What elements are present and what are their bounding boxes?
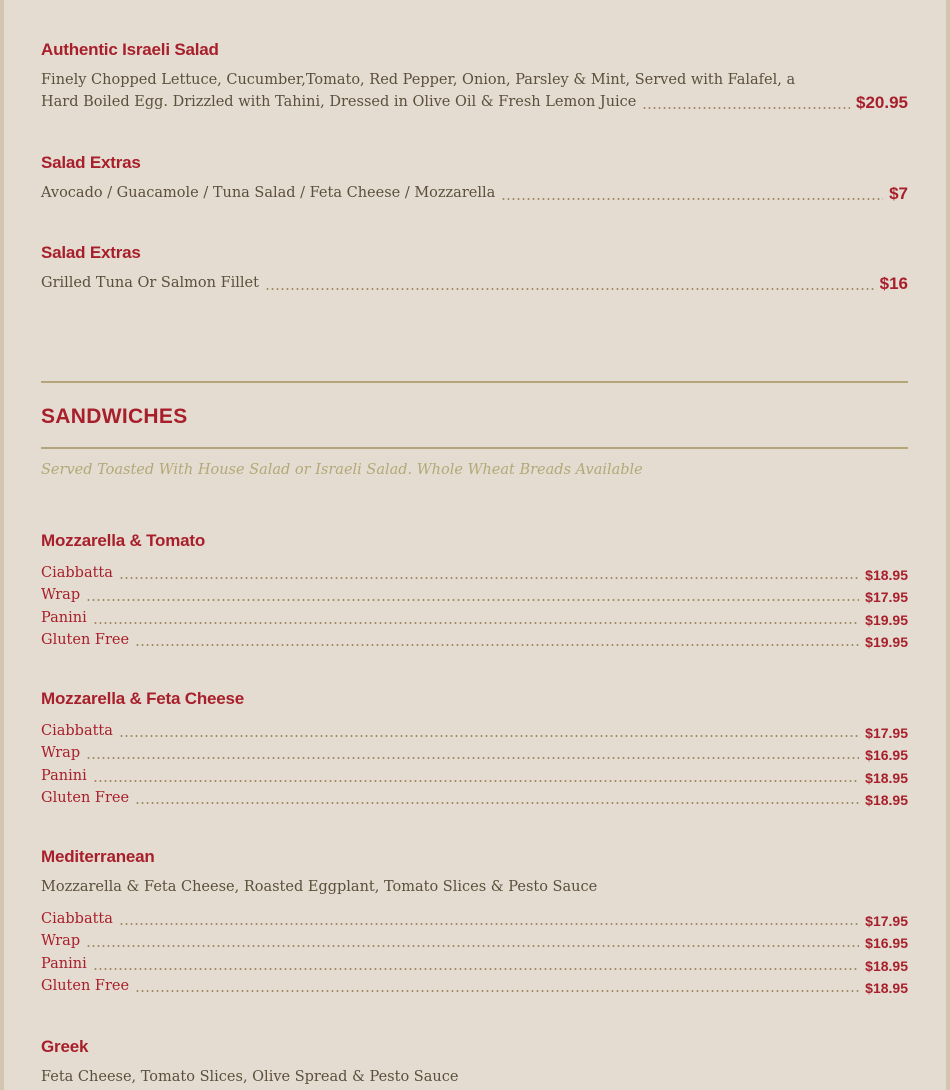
dot-leader (642, 107, 850, 109)
dot-leader (119, 923, 859, 925)
item-title: Mozzarella & Tomato (41, 531, 206, 550)
variant-row (41, 741, 908, 764)
item-title: Salad Extras (41, 243, 141, 262)
variant-price: $19.95 (865, 634, 908, 650)
item-title: Authentic Israeli Salad (41, 40, 219, 59)
variant-name: Ciabbatta (41, 910, 113, 927)
variant-row (41, 929, 908, 952)
item-description: Finely Chopped Lettuce, Cucumber,Tomato, Red Pepper, Onion, Parsley & Mint, Served with Falafel, a (41, 72, 796, 88)
dot-leader (93, 622, 859, 624)
variant-name: Wrap (41, 745, 81, 761)
section-divider (41, 447, 908, 449)
variant-name: Panini (41, 767, 87, 784)
item-description: Mozzarella & Feta Cheese, Roasted Eggplant, Tomato Slices & Pesto Sauce (41, 879, 598, 895)
menu-item (41, 40, 908, 113)
dot-leader (86, 757, 859, 759)
dot-leader (135, 802, 859, 804)
variant-row (41, 583, 908, 606)
variant-price: $18.95 (865, 957, 908, 974)
variant-name: Ciabbatta (41, 722, 113, 739)
variant-price: $16.95 (865, 747, 908, 763)
variant-price: $19.95 (865, 611, 908, 628)
variant-row (41, 718, 908, 741)
variant-row (41, 763, 908, 786)
variant-row (41, 560, 908, 583)
variant-price: $18.95 (865, 769, 908, 786)
dot-leader (119, 735, 859, 737)
item-price: $16 (879, 274, 908, 293)
item-title: Mozzarella & Feta Cheese (41, 689, 245, 708)
variant-row (41, 906, 908, 929)
dot-leader (93, 780, 859, 782)
menu-item (41, 689, 908, 808)
dot-leader (501, 198, 883, 200)
variant-name: Gluten Free (41, 978, 130, 994)
dot-leader (93, 968, 859, 970)
variant-name: Panini (41, 609, 87, 626)
section-heading: SANDWICHES (41, 405, 188, 428)
item-description: Hard Boiled Egg. Drizzled with Tahini, Dressed in Olive Oil & Fresh Lemon Juice (41, 94, 637, 110)
menu-item (41, 1037, 908, 1088)
item-description: Grilled Tuna Or Salmon Fillet (41, 275, 259, 291)
variant-row (41, 786, 908, 809)
menu-item (41, 153, 908, 204)
menu-item (41, 243, 908, 294)
dot-leader (135, 644, 859, 646)
variant-row (41, 628, 908, 651)
variant-price: $18.95 (865, 792, 908, 808)
variant-price: $17.95 (865, 589, 908, 605)
item-price: $20.95 (856, 93, 908, 112)
item-title: Salad Extras (41, 153, 141, 172)
variant-name: Gluten Free (41, 790, 130, 806)
menu-item (41, 531, 908, 650)
variant-name: Wrap (41, 587, 81, 603)
item-title: Mediterranean (41, 847, 155, 866)
menu-item (41, 847, 908, 996)
variant-price: $16.95 (865, 935, 908, 951)
dot-leader (135, 990, 859, 992)
section-divider (41, 381, 908, 383)
variant-price: $18.95 (865, 980, 908, 996)
dot-leader (86, 945, 859, 947)
variant-row (41, 605, 908, 628)
dot-leader (265, 288, 874, 290)
item-description: Avocado / Guacamole / Tuna Salad / Feta Cheese / Mozzarella (41, 185, 496, 201)
item-description: Feta Cheese, Tomato Slices, Olive Spread & Pesto Sauce (41, 1069, 459, 1085)
variant-price: $17.95 (865, 912, 908, 929)
variant-name: Wrap (41, 933, 81, 949)
item-price: $7 (889, 184, 908, 203)
variant-row (41, 974, 908, 997)
variant-row (41, 951, 908, 974)
variant-price: $18.95 (865, 566, 908, 583)
dot-leader (86, 599, 859, 601)
item-title: Greek (41, 1037, 89, 1056)
variant-name: Gluten Free (41, 632, 130, 648)
variant-name: Panini (41, 955, 87, 972)
dot-leader (119, 577, 859, 579)
variant-name: Ciabbatta (41, 564, 113, 581)
variant-price: $17.95 (865, 724, 908, 741)
section-note: Served Toasted With House Salad or Israeli Salad. Whole Wheat Breads Available (41, 462, 643, 478)
